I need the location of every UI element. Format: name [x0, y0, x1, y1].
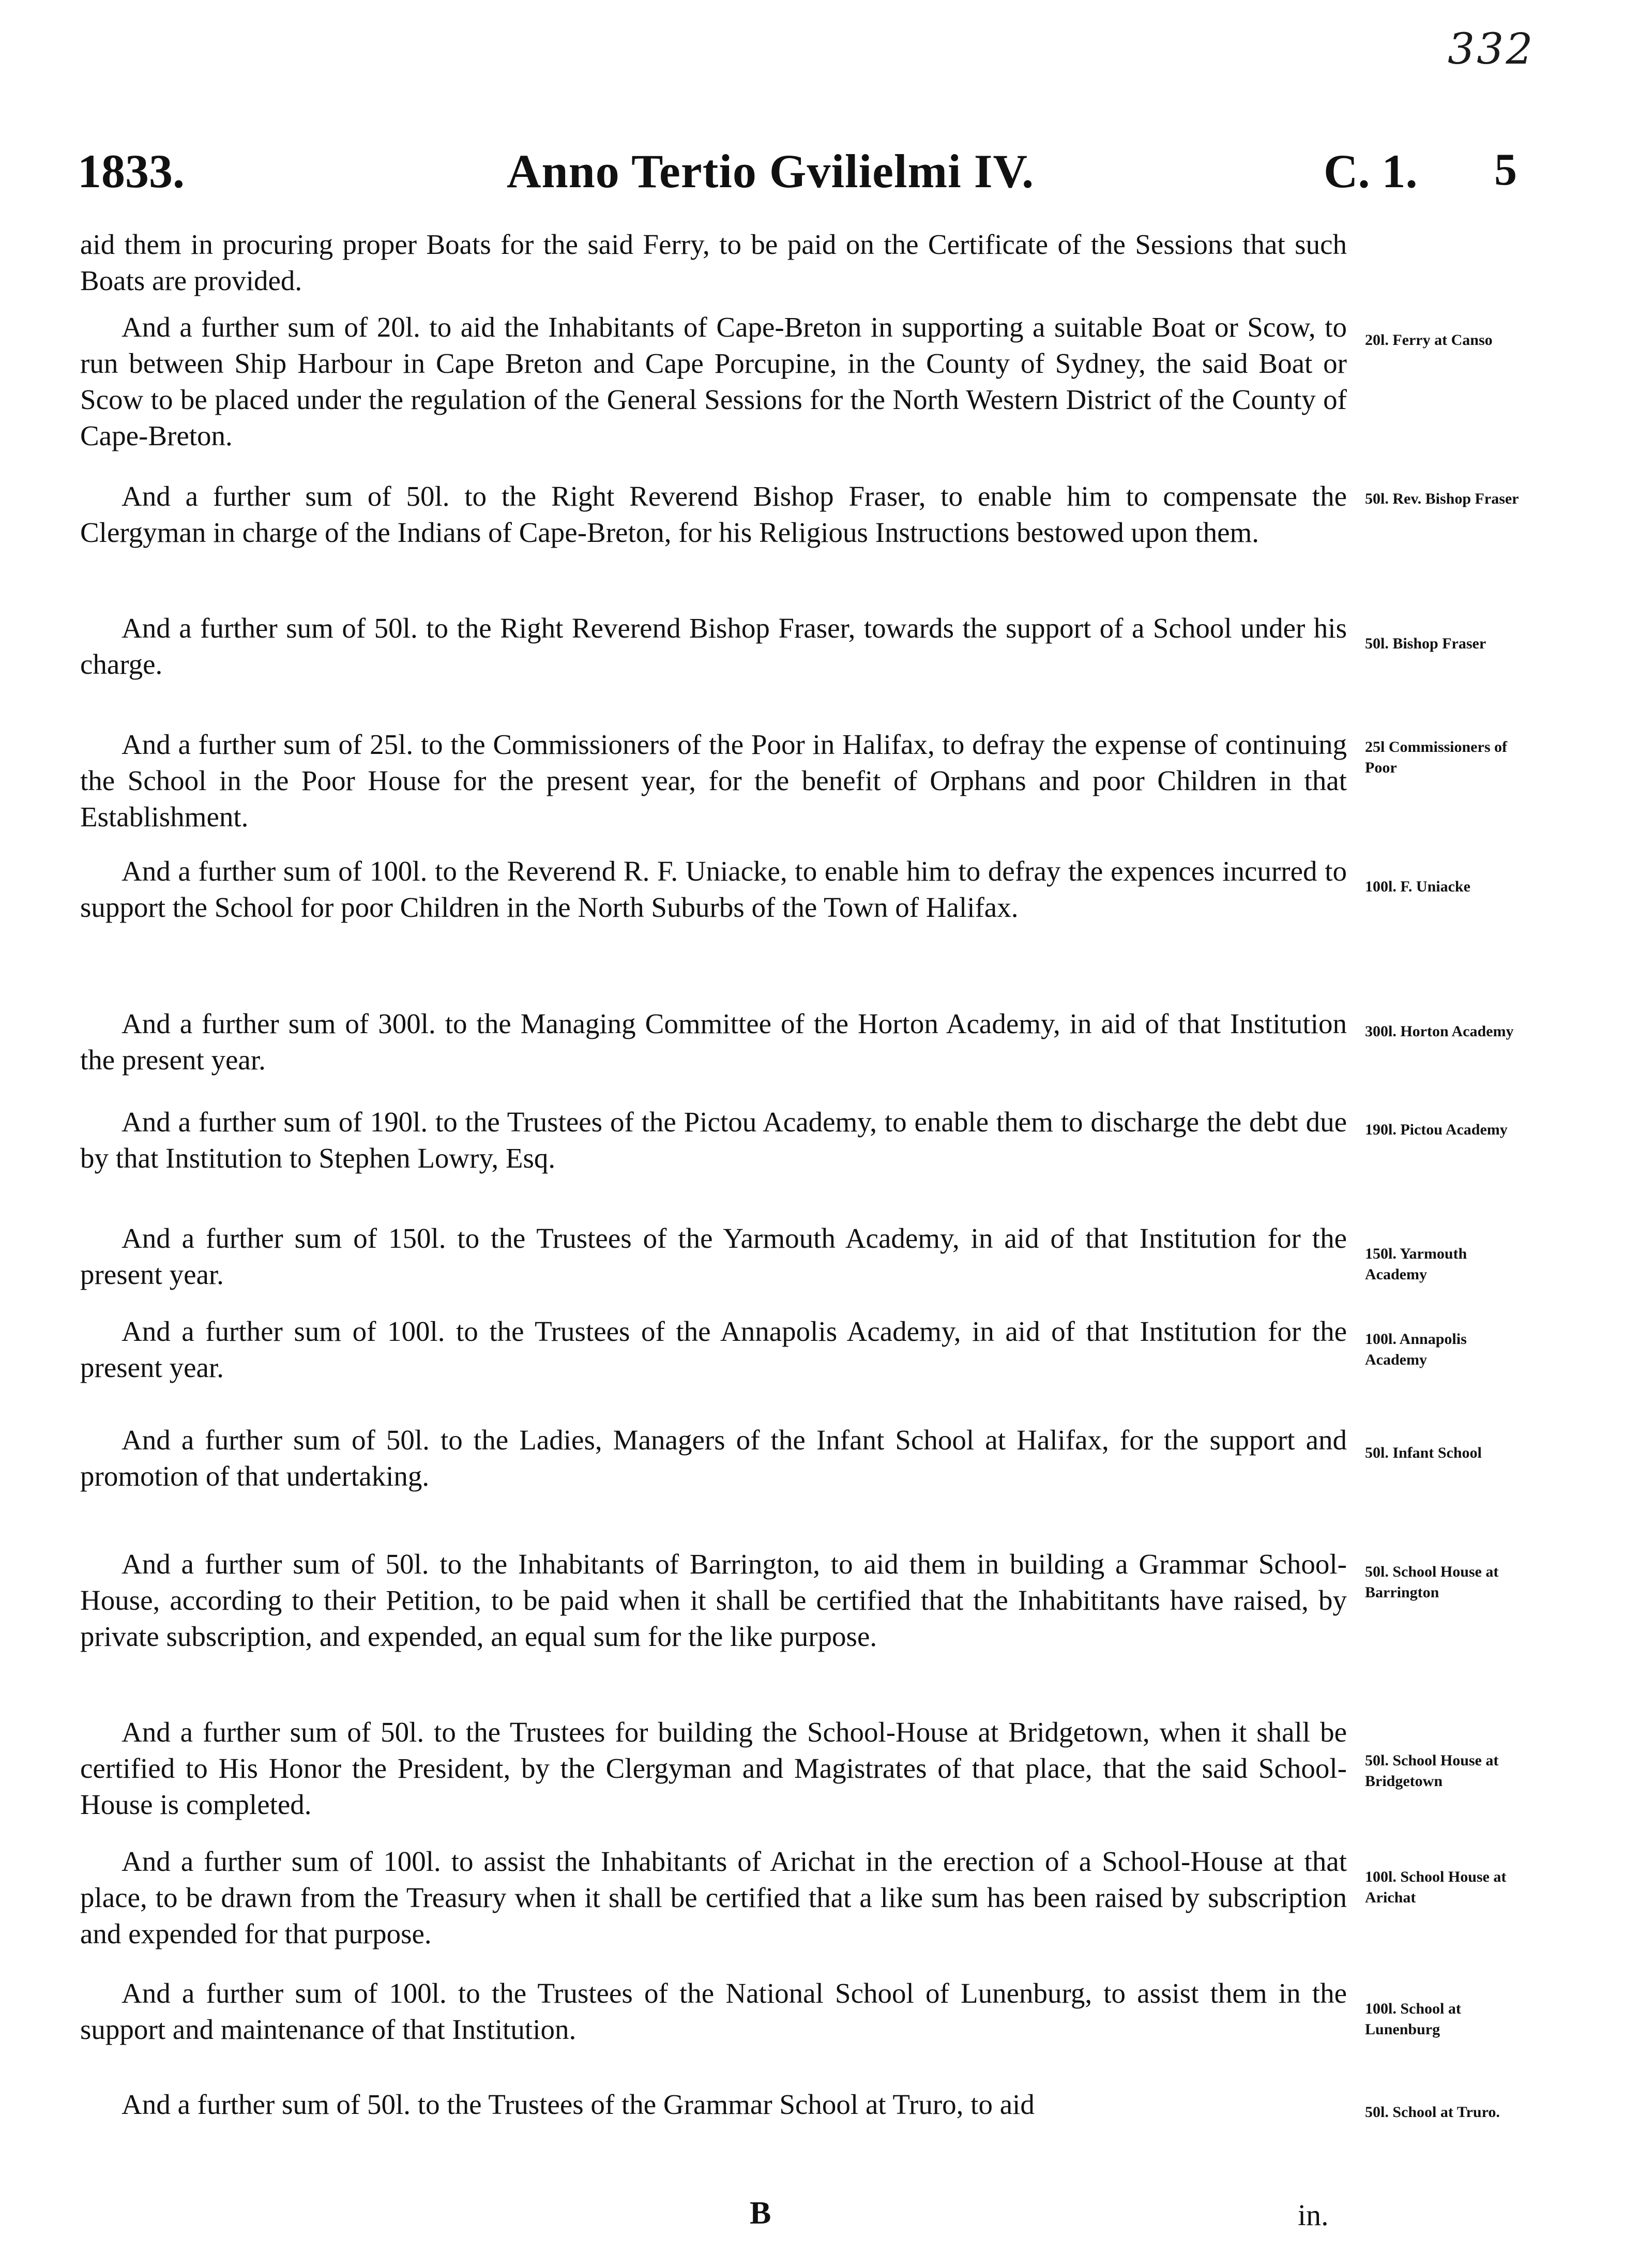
header-folio: 5 — [1494, 145, 1517, 195]
entry-text: And a further sum of 50l. to the Inhabitants of Barrington, to aid them in building a Grammar School-House, according to their Petition, to be paid when it shall be certified that the Inhabititants have raised, by private subscription, and expended, an equal sum for the like purpose. — [80, 1548, 1347, 1652]
signature-mark: B — [750, 2196, 771, 2231]
entry-text: And a further sum of 50l. to the Trustees for building the School-House at Bridgetown, when it shall be certified to His Honor the President, by the Clergyman and Magistrates of that place, that the said School-House is completed. — [80, 1716, 1347, 1820]
header-chapter: C. 1. — [1324, 145, 1418, 198]
margin-note: 50l. Infant School — [1365, 1444, 1482, 1461]
entry-text: And a further sum of 100l. to the Reverend R. F. Uniacke, to enable him to defray the expences incurred to support the School for poor Children in the North Suburbs of the Town of Halifax. — [80, 855, 1347, 923]
entry-text: And a further sum of 150l. to the Trustees of the Yarmouth Academy, in aid of that Institution for the present year. — [80, 1222, 1347, 1290]
running-header — [78, 144, 1520, 206]
entry-text: And a further sum of 100l. to the Trustees of the National School of Lunenburg, to assist them in the support and maintenance of that Institution. — [80, 1977, 1347, 2045]
margin-note: 100l. School House at Arichat — [1365, 1868, 1507, 1906]
margin-note: 20l. Ferry at Canso — [1365, 331, 1493, 349]
entry-text: aid them in procuring proper Boats for the said Ferry, to be paid on the Certificate of the Sessions that such Boats are provided. — [80, 229, 1347, 296]
entry-text: And a further sum of 50l. to the Ladies, Managers of the Infant School at Halifax, for the support and promotion of that undertaking. — [80, 1424, 1347, 1492]
margin-note: 190l. Pictou Academy — [1365, 1121, 1508, 1138]
entry-text: And a further sum of 100l. to the Trustees of the Annapolis Academy, in aid of that Institution for the present year. — [80, 1316, 1347, 1383]
entry-text: And a further sum of 20l. to aid the Inhabitants of Cape-Breton in supporting a suitable Boat or Scow, to run between Ship Harbour in Cape Breton and Cape Porcupine, in the County of Sydney, the said Boat or Scow to be placed under the regulation of the General Sessions for the North Western District of the County of Cape-Breton. — [80, 311, 1347, 451]
entry-text: And a further sum of 25l. to the Commissioners of the Poor in Halifax, to defray the expense of continuing the School in the Poor House for the present year, for the benefit of Orphans and poor Children in that Establishment. — [80, 729, 1347, 833]
entry-text: And a further sum of 190l. to the Trustees of the Pictou Academy, to enable them to discharge the debt due by that Institution to Stephen Lowry, Esq. — [80, 1106, 1347, 1174]
margin-note: 100l. Annapolis Academy — [1365, 1330, 1467, 1368]
margin-note: 100l. F. Uniacke — [1365, 878, 1470, 895]
entry-text: And a further sum of 50l. to the Right Reverend Bishop Fraser, to enable him to compensate the Clergyman in charge of the Indians of Cape-Breton, for his Religious Instructions bestowed upon them. — [80, 480, 1347, 548]
margin-note: 100l. School at Lunenburg — [1365, 2000, 1461, 2038]
margin-note: 150l. Yarmouth Academy — [1365, 1245, 1467, 1283]
entry-text: And a further sum of 50l. to the Trustees of the Grammar School at Truro, to aid — [122, 2089, 1035, 2120]
entry-text: And a further sum of 300l. to the Managing Committee of the Horton Academy, in aid of that Institution the present year. — [80, 1008, 1347, 1076]
margin-note: 50l. School House at Bridgetown — [1365, 1752, 1499, 1790]
margin-note: 50l. School House at Barrington — [1365, 1563, 1499, 1601]
margin-note: 50l. Rev. Bishop Fraser — [1365, 490, 1519, 507]
margin-note: 50l. Bishop Fraser — [1365, 635, 1486, 652]
margin-note: 25l Commissioners of Poor — [1365, 738, 1507, 776]
header-title: Anno Tertio Gvilielmi IV. — [507, 145, 1035, 198]
entry-text: And a further sum of 100l. to assist the Inhabitants of Arichat in the erection of a School-House at that place, to be drawn from the Treasury when it shall be certified that a like sum has been raised by subscription and expended for that purpose. — [80, 1846, 1347, 1949]
catchword: in. — [1298, 2198, 1329, 2232]
header-year: 1833. — [78, 145, 185, 198]
margin-note: 300l. Horton Academy — [1365, 1023, 1514, 1040]
entry-text: And a further sum of 50l. to the Right Reverend Bishop Fraser, towards the support of a School under his charge. — [80, 612, 1347, 680]
margin-note: 50l. School at Truro. — [1365, 2104, 1500, 2121]
handwritten-page-number: 332 — [1448, 25, 1535, 74]
